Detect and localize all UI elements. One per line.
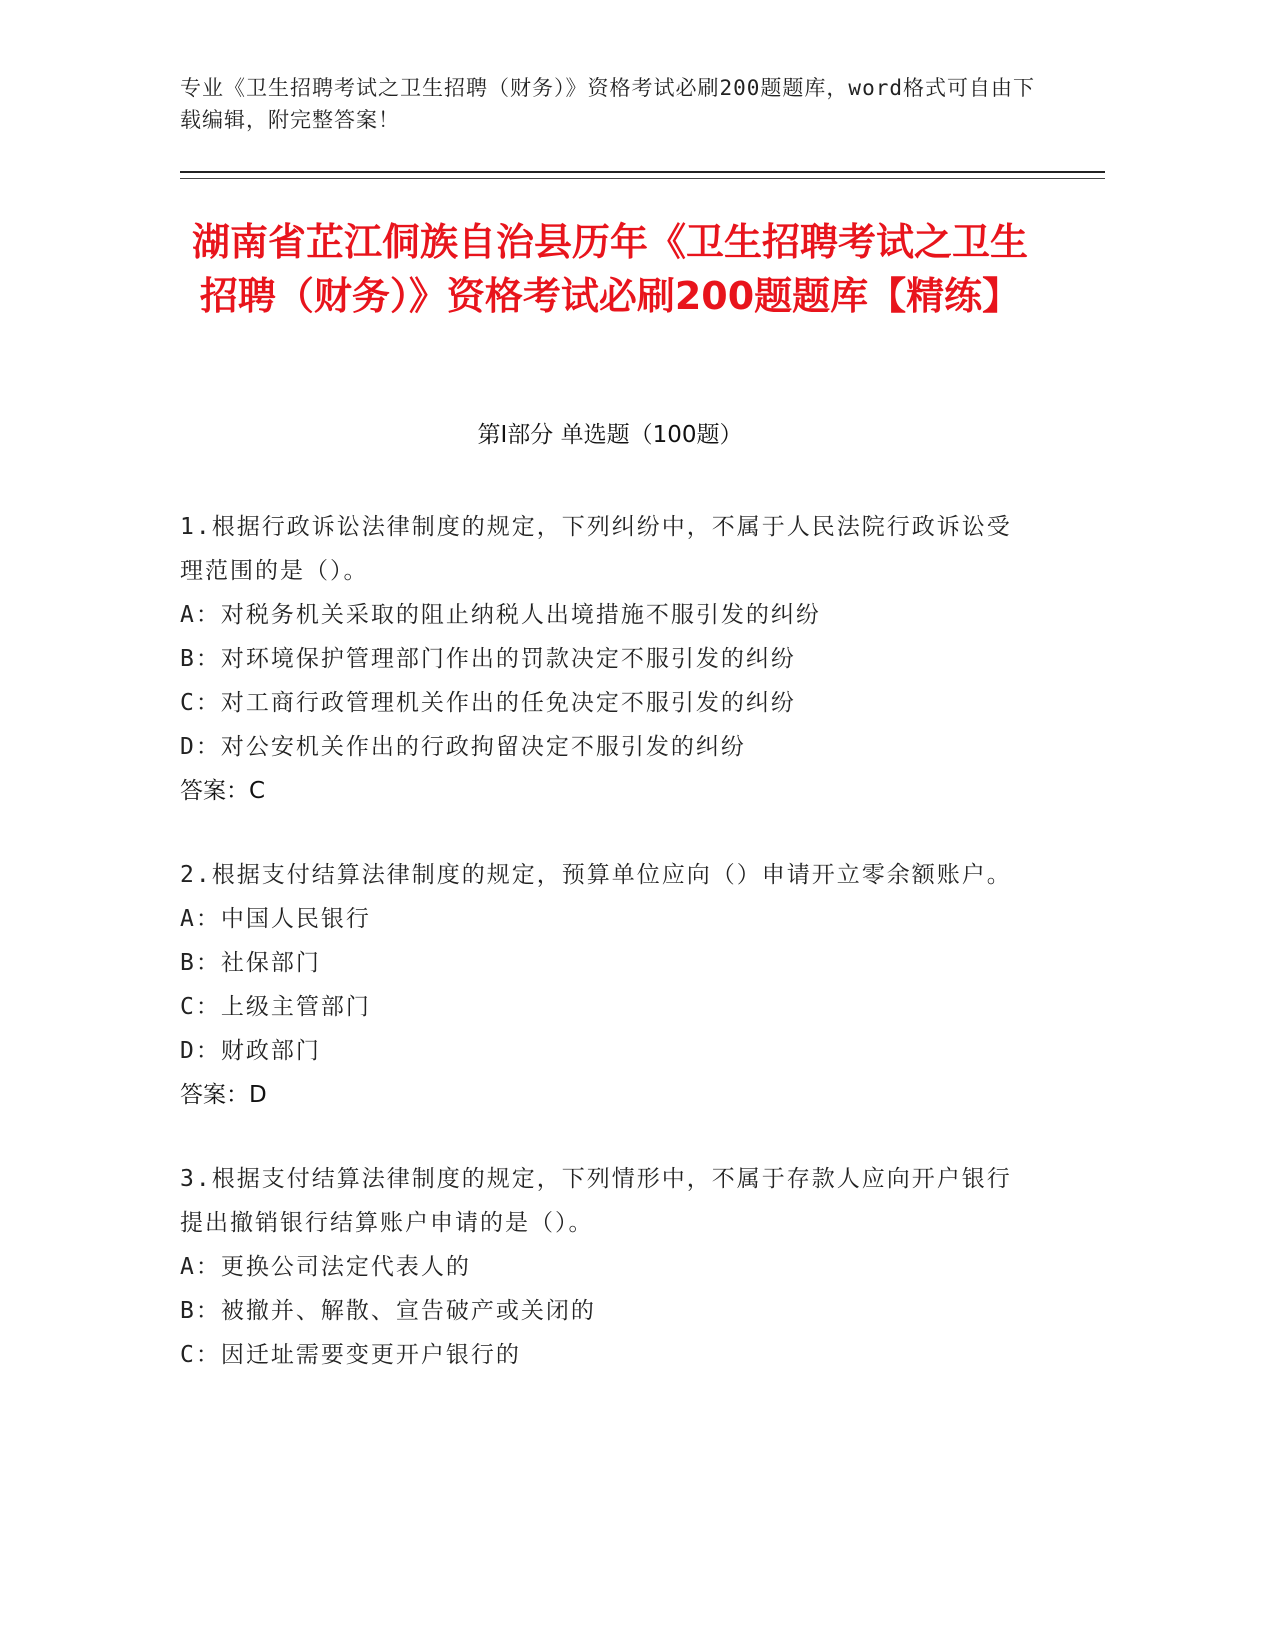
question-stem: 3.根据支付结算法律制度的规定，下列情形中，不属于存款人应向开户银行提出撤销银行结算账户申请的是（）。	[180, 1166, 1012, 1236]
question-2	[180, 853, 1015, 1117]
question-option-b: B：社保部门	[180, 950, 321, 976]
question-stem: 1.根据行政诉讼法律制度的规定，下列纠纷中，不属于人民法院行政诉讼受理范围的是（）。	[180, 514, 1012, 584]
question-option-a: A：对税务机关采取的阻止纳税人出境措施不服引发的纠纷	[180, 602, 821, 628]
question-option-d: D：财政部门	[180, 1038, 321, 1064]
question-list	[180, 505, 1015, 1417]
question-option-d: D：对公安机关作出的行政拘留决定不服引发的纠纷	[180, 734, 746, 760]
question-1	[180, 505, 1015, 813]
question-3	[180, 1157, 1015, 1377]
question-option-c: C：对工商行政管理机关作出的任免决定不服引发的纠纷	[180, 690, 796, 716]
question-option-a: A：更换公司法定代表人的	[180, 1254, 471, 1280]
header-rule-thin	[180, 178, 1105, 179]
question-option-b: B：被撤并、解散、宣告破产或关闭的	[180, 1298, 596, 1324]
section-heading: 第Ⅰ部分 单选题（100题）	[477, 422, 743, 448]
question-answer: 答案：D	[180, 1082, 267, 1108]
question-answer: 答案：C	[180, 778, 266, 804]
question-option-a: A：中国人民银行	[180, 906, 371, 932]
question-stem: 2.根据支付结算法律制度的规定，预算单位应向（）申请开立零余额账户。	[180, 862, 1012, 888]
document-title: 湖南省芷江侗族自治县历年《卫生招聘考试之卫生招聘（财务）》资格考试必刷200题题库【精练】	[191, 220, 1028, 318]
question-option-b: B：对环境保护管理部门作出的罚款决定不服引发的纠纷	[180, 646, 796, 672]
question-option-c: C：上级主管部门	[180, 994, 371, 1020]
header-rule-thick	[180, 171, 1105, 173]
header-note: 专业《卫生招聘考试之卫生招聘（财务）》资格考试必刷200题题库，word格式可自由下载编辑，附完整答案！	[180, 76, 1035, 132]
question-option-c: C：因迁址需要变更开户银行的	[180, 1342, 521, 1368]
